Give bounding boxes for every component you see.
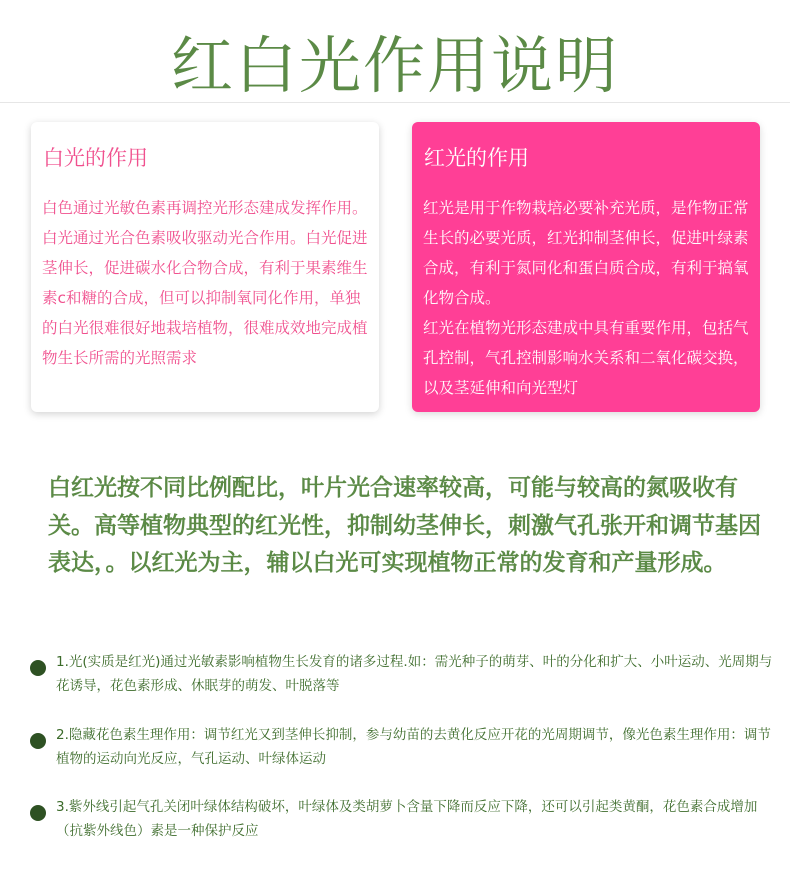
white-light-card <box>31 122 379 412</box>
note-text-3: 3.紫外线引起气孔关闭叶绿体结构破坏，叶绿体及类胡萝卜含量下降而反应下降，还可以引起类黄酮，花色素合成增加（抗紫外线色）素是一种保护反应 <box>56 799 758 839</box>
bullet-icon <box>30 805 46 821</box>
white-light-card-text: 白色通过光敏色素再调控光形态建成发挥作用。白光通过光合色素吸收驱动光合作用。白光促进茎伸长，促进碳水化合物合成，有利于果素维生素c和糖的合成，但可以抑制氧同化作用，单独的白光很难很好地栽培植物，很难成效地完成植物生长所需的光照需求 <box>42 199 368 367</box>
red-light-paragraph-2: 红光在植物光形态建成中具有重要作用，包括气孔控制，气孔控制影响水关系和二氧化碳交换，以及茎延伸和向光型灯 <box>423 319 749 397</box>
page-title: 红白光作用说明 <box>170 29 619 102</box>
white-light-card-body <box>42 193 372 373</box>
white-light-card-title: 白光的作用 <box>43 146 148 170</box>
red-light-paragraph-1: 红光是用于作物栽培必要补充光质，是作物正常生长的必要光质，红光抑制茎伸长，促进叶绿素合成，有利于氮同化和蛋白质合成，有利于搞氧化物合成。 <box>423 199 749 307</box>
red-light-card-title: 红光的作用 <box>424 146 529 170</box>
bullet-icon <box>30 733 46 749</box>
bullet-icon <box>30 660 46 676</box>
note-text-1: 1.光(实质是红光)通过光敏素影响植物生长发育的诸多过程.如：需光种子的萌芽、叶的分化和扩大、小叶运动、光周期与花诱导，花色素形成、休眠芽的萌发、叶脱落等 <box>56 654 773 694</box>
red-light-card-body <box>423 193 753 403</box>
summary-paragraph: 白红光按不同比例配比，叶片光合速率较高，可能与较高的氮吸收有关。高等植物典型的红光性，抑制幼茎伸长，刺激气孔张开和调节基因表达，。以红光为主，辅以白光可实现植物正常的发育和产量形成。 <box>48 475 761 576</box>
title-divider <box>0 102 790 103</box>
red-light-card <box>412 122 760 412</box>
note-text-2: 2.隐藏花色素生理作用：调节红光又到茎伸长抑制，参与幼苗的去黄化反应开花的光周期调节，像光色素生理作用：调节植物的运动向光反应，气孔运动、叶绿体运动 <box>56 727 771 767</box>
